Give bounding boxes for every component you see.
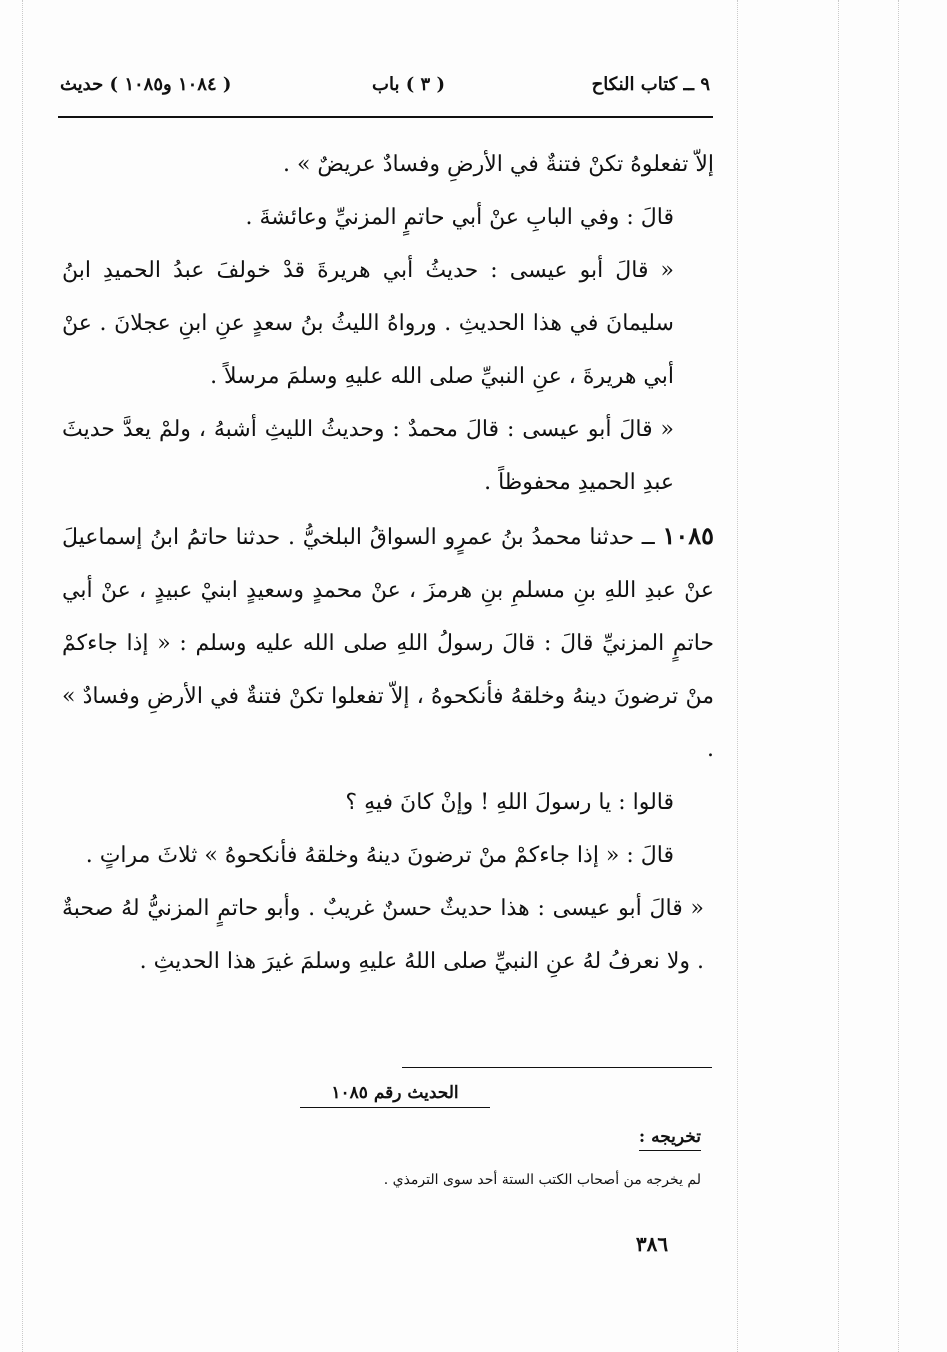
footnote-divider bbox=[402, 1067, 712, 1068]
hadith-paragraph bbox=[62, 509, 714, 776]
hadith-text: ــ حدثنا محمدُ بنُ عمرٍو السواقُ البلخيُّ . حدثنا حاتمُ ابنُ إسماعيلَ عنْ عبدِ اللهِ بنِ مسلمِ بنِ هرمزَ ، عنْ محمدٍ وسعيدٍ ابنيْ عبيدٍ ، عنْ أبي حاتمٍ المزنيِّ قالَ : قالَ رسولُ اللهِ صلى الله عليه وسلم : « إذا جاءكمْ منْ ترضونَ دينهُ وخلقهُ فأنكحوهُ ، إلاّ تفعلوا تكنْ فتنةٌ في الأرضِ وفسادٌ » . bbox=[62, 525, 714, 762]
page-number: ٣٨٦ bbox=[635, 1232, 669, 1256]
main-text bbox=[62, 138, 714, 988]
paragraph: « قالَ أبو عيسى : حديثُ أبي هريرةَ قدْ خولفَ عبدُ الحميدِ ابنُ سليمانَ في هذا الحديثِ . ورواهُ الليثُ بنُ سعدٍ عنِ ابنِ عجلانَ . عنْ أبي هريرةَ ، عنِ النبيِّ صلى الله عليهِ وسلمَ مرسلاً . bbox=[62, 258, 674, 389]
scan-artifact-line bbox=[898, 0, 899, 1352]
text-line: إلاّ تفعلوهُ تكنْ فتنةٌ في الأرضِ وفسادٌ عريضٌ » . bbox=[282, 152, 714, 177]
header-divider bbox=[58, 116, 713, 118]
paragraph: قالوا : يا رسولَ اللهِ ! وإنْ كانَ فيهِ ؟ bbox=[345, 790, 674, 815]
scan-artifact-line bbox=[737, 0, 738, 1352]
footnote-heading: الحديث رقم ١٠٨٥ bbox=[300, 1083, 490, 1108]
takhrij-text: لم يخرجه من أصحاب الكتب الستة أحد سوى الترمذي . bbox=[383, 1172, 701, 1188]
paragraph: « قالَ أبو عيسى : هذا حديثٌ حسنٌ غريبٌ . وأبو حاتمٍ المزنيُّ لهُ صحبةٌ . ولا نعرفُ لهُ عنِ النبيِّ صلى اللهُ عليهِ وسلمَ غيرَ هذا الحديثِ . bbox=[62, 896, 704, 974]
book-title: ٩ ــ كتاب النكاح bbox=[591, 74, 710, 95]
hadith-number: ١٠٨٥ bbox=[662, 521, 714, 550]
paragraph: « قالَ أبو عيسى : قالَ محمدٌ : وحديثُ الليثِ أشبهُ ، ولمْ يعدَّ حديثَ عبدِ الحميدِ محفوظاً . bbox=[62, 417, 674, 495]
text-line: قالَ : وفي البابِ عنْ أبي حاتمٍ المزنيِّ وعائشةَ . bbox=[245, 205, 674, 230]
paragraph: قالَ : « إذا جاءكمْ منْ ترضونَ دينهُ وخلقهُ فأنكحوهُ » ثلاثَ مراتٍ . bbox=[85, 843, 674, 868]
scan-artifact-line bbox=[838, 0, 839, 1352]
takhrij-label: تخريجه : bbox=[639, 1127, 701, 1151]
page-header bbox=[60, 74, 710, 106]
chapter-label: ( ٣ ) باب bbox=[372, 74, 445, 95]
hadith-range: ( ١٠٨٤ و١٠٨٥ ) حديث bbox=[60, 74, 232, 95]
scan-artifact-line bbox=[22, 0, 23, 1352]
